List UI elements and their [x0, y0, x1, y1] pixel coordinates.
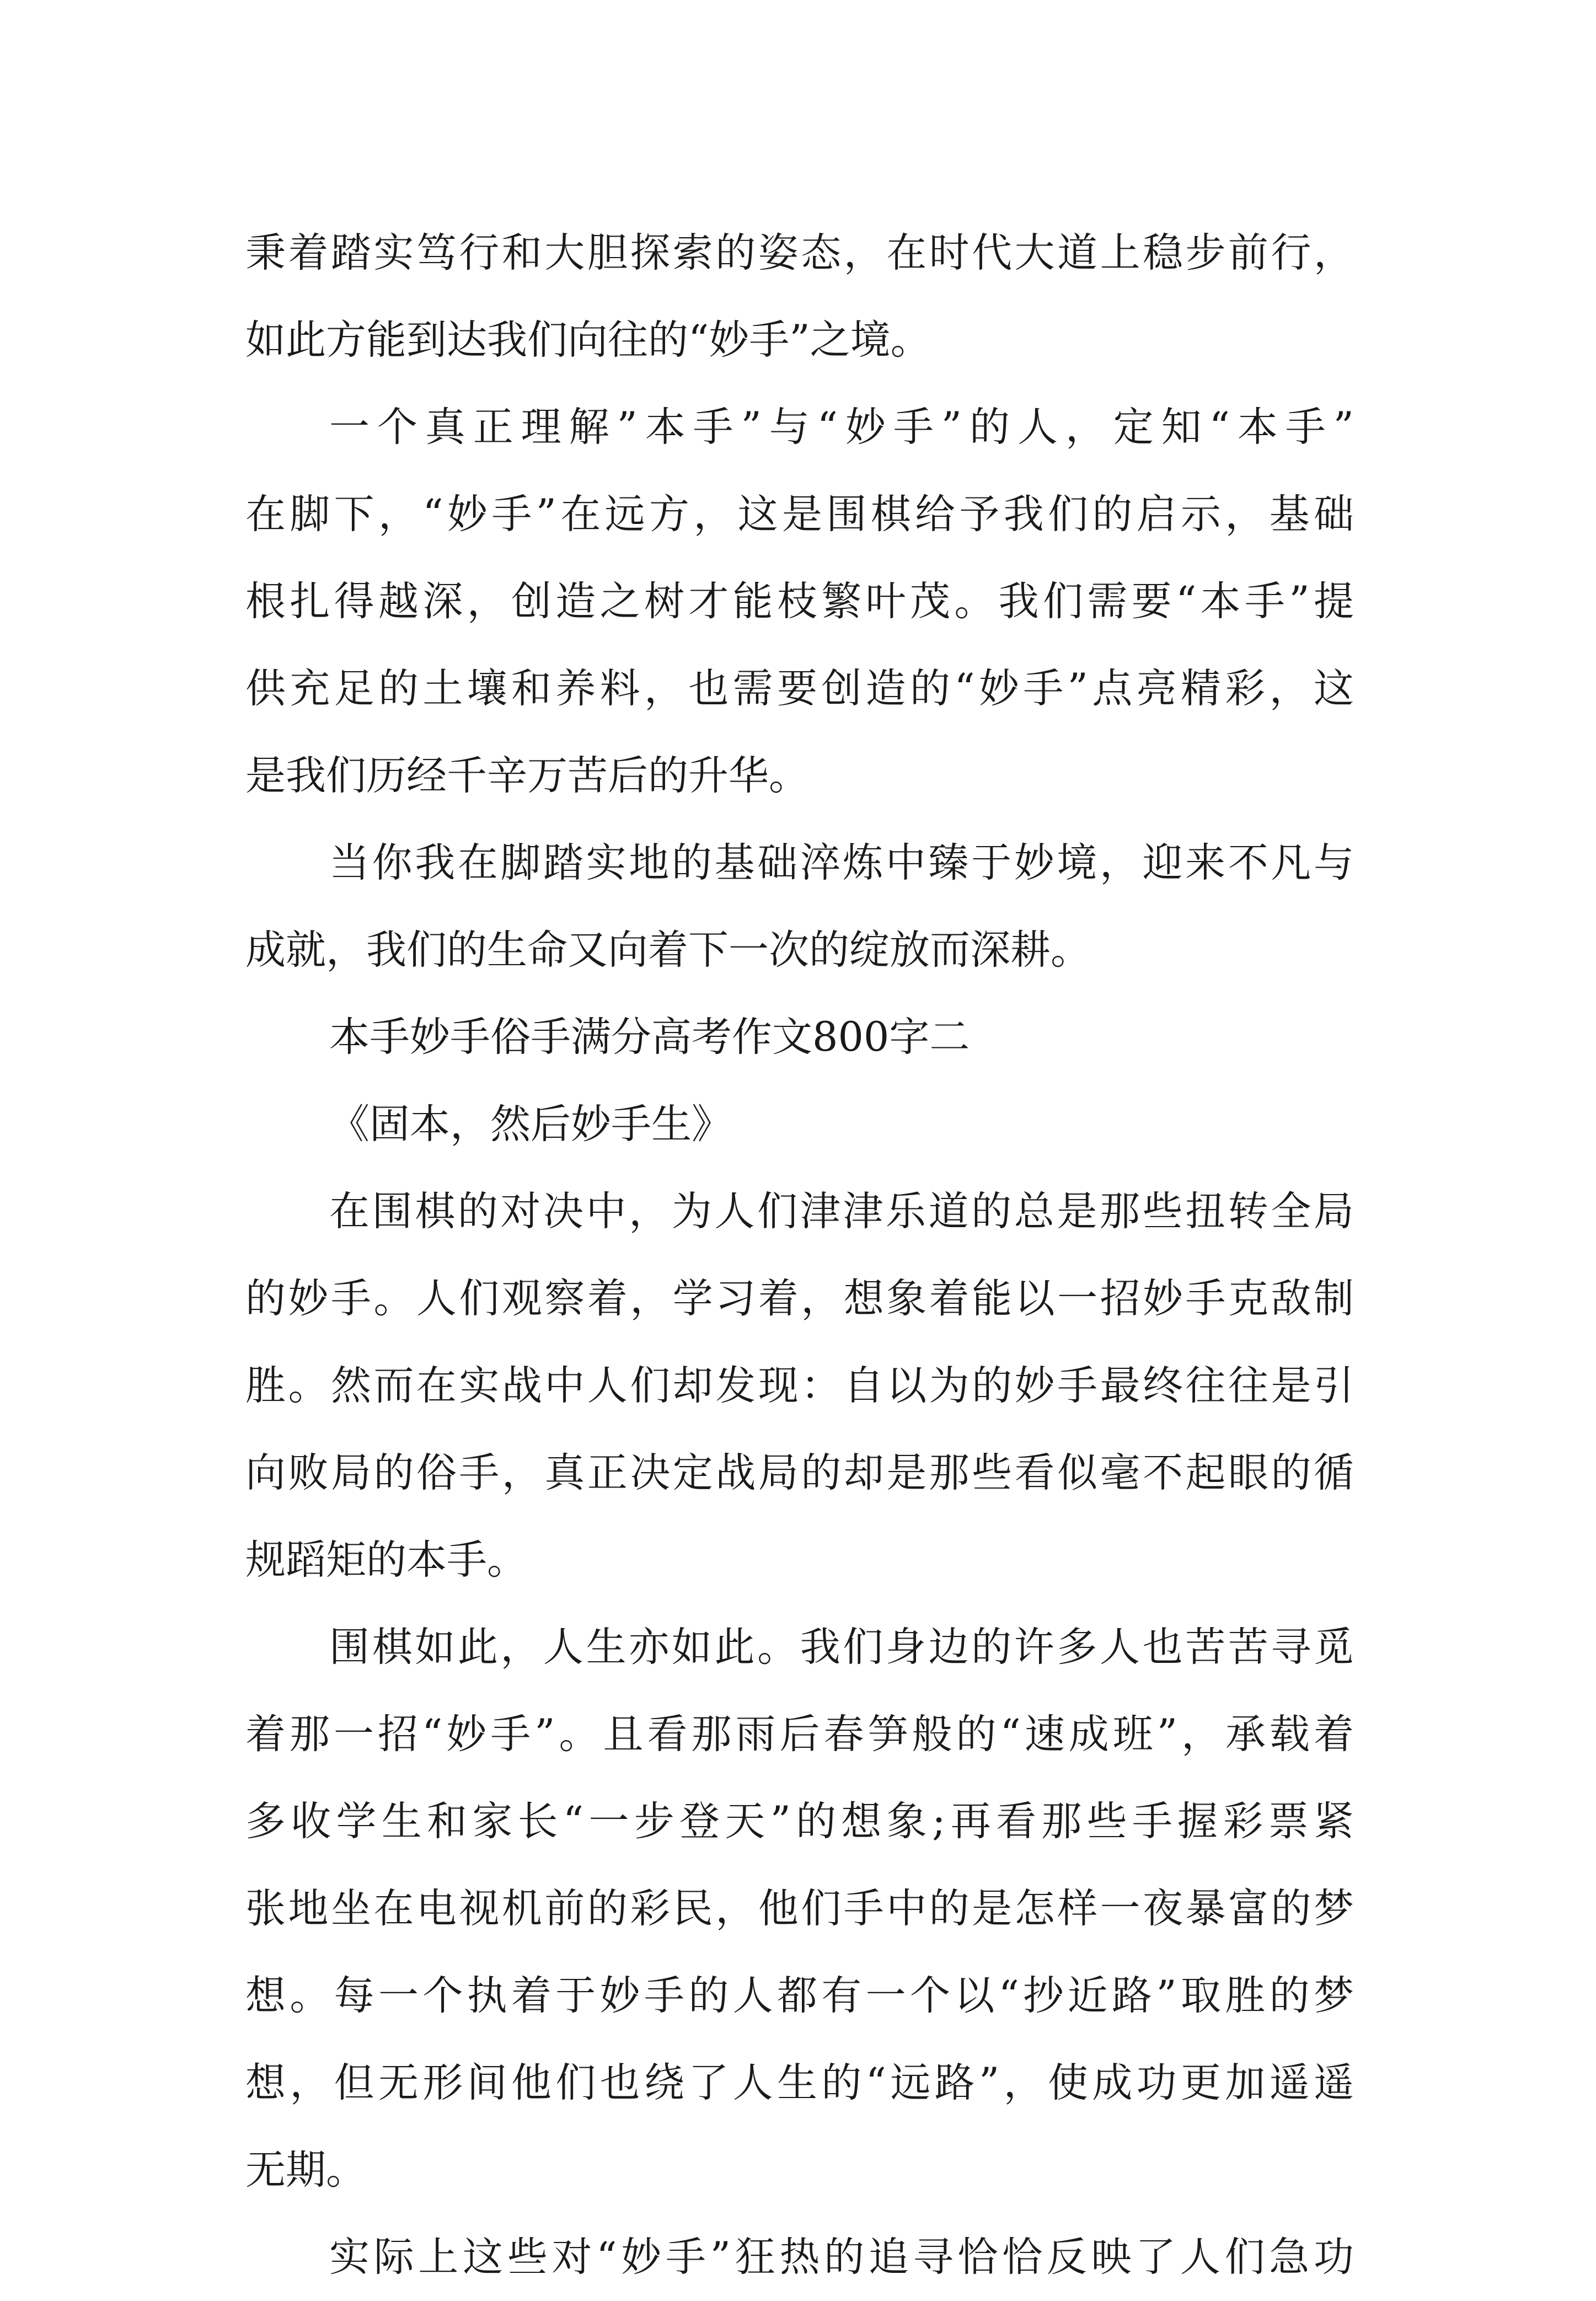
paragraph-first-line: 在围棋的对决中，为人们津津乐道的总是那些扭转全局: [329, 1188, 1354, 1235]
paragraph-first-line: 一个真正理解”本手”与“妙手”的人，定知“本手”: [329, 404, 1354, 451]
text-line: 胜。然而在实战中人们却发现：自以为的妙手最终往往是引: [245, 1362, 1354, 1409]
text-line: 供充足的土壤和养料，也需要创造的“妙手”点亮精彩，这: [245, 665, 1354, 712]
text-line: 规蹈矩的本手。: [245, 1537, 527, 1583]
text-line: 张地坐在电视机前的彩民，他们手中的是怎样一夜暴富的梦: [245, 1885, 1354, 1932]
text-line: 向败局的俗手，真正决定战局的却是那些看似毫不起眼的循: [245, 1449, 1354, 1496]
text-line: 是我们历经千辛万苦后的升华。: [245, 752, 809, 799]
text-line: 在脚下，“妙手”在远方，这是围棋给予我们的启示，基础: [245, 491, 1354, 538]
text-line: 秉着踏实笃行和大胆探索的姿态，在时代大道上稳步前行，: [245, 229, 1354, 276]
text-line: 多收学生和家长“一步登天”的想象;再看那些手握彩票紧: [245, 1798, 1354, 1845]
text-line: 着那一招“妙手”。且看那雨后春笋般的“速成班”，承载着: [245, 1711, 1354, 1758]
paragraph-first-line: 当你我在脚踏实地的基础淬炼中臻于妙境，迎来不凡与: [329, 839, 1354, 886]
text-line: 无期。: [245, 2147, 366, 2193]
text-line: 的妙手。人们观察着，学习着，想象着能以一招妙手克敌制: [245, 1275, 1354, 1322]
text-line: 想，但无形间他们也绕了人生的“远路”，使成功更加遥遥: [245, 2059, 1354, 2106]
text-line: 成就，我们的生命又向着下一次的绽放而深耕。: [245, 927, 1091, 973]
paragraph-first-line: 实际上这些对“妙手”狂热的追寻恰恰反映了人们急功: [329, 2234, 1354, 2281]
section-heading: 本手妙手俗手满分高考作文800字二: [329, 1014, 970, 1061]
text-line: 如此方能到达我们向往的“妙手”之境。: [245, 317, 931, 363]
paragraph-first-line: 围棋如此，人生亦如此。我们身边的许多人也苦苦寻觅: [329, 1624, 1354, 1671]
document-page: [245, 210, 1354, 2301]
text-line: 根扎得越深，创造之树才能枝繁叶茂。我们需要“本手”提: [245, 578, 1354, 625]
text-line: 想。每一个执着于妙手的人都有一个以“抄近路”取胜的梦: [245, 1972, 1354, 2019]
essay-title: 《固本，然后妙手生》: [329, 1101, 732, 1148]
